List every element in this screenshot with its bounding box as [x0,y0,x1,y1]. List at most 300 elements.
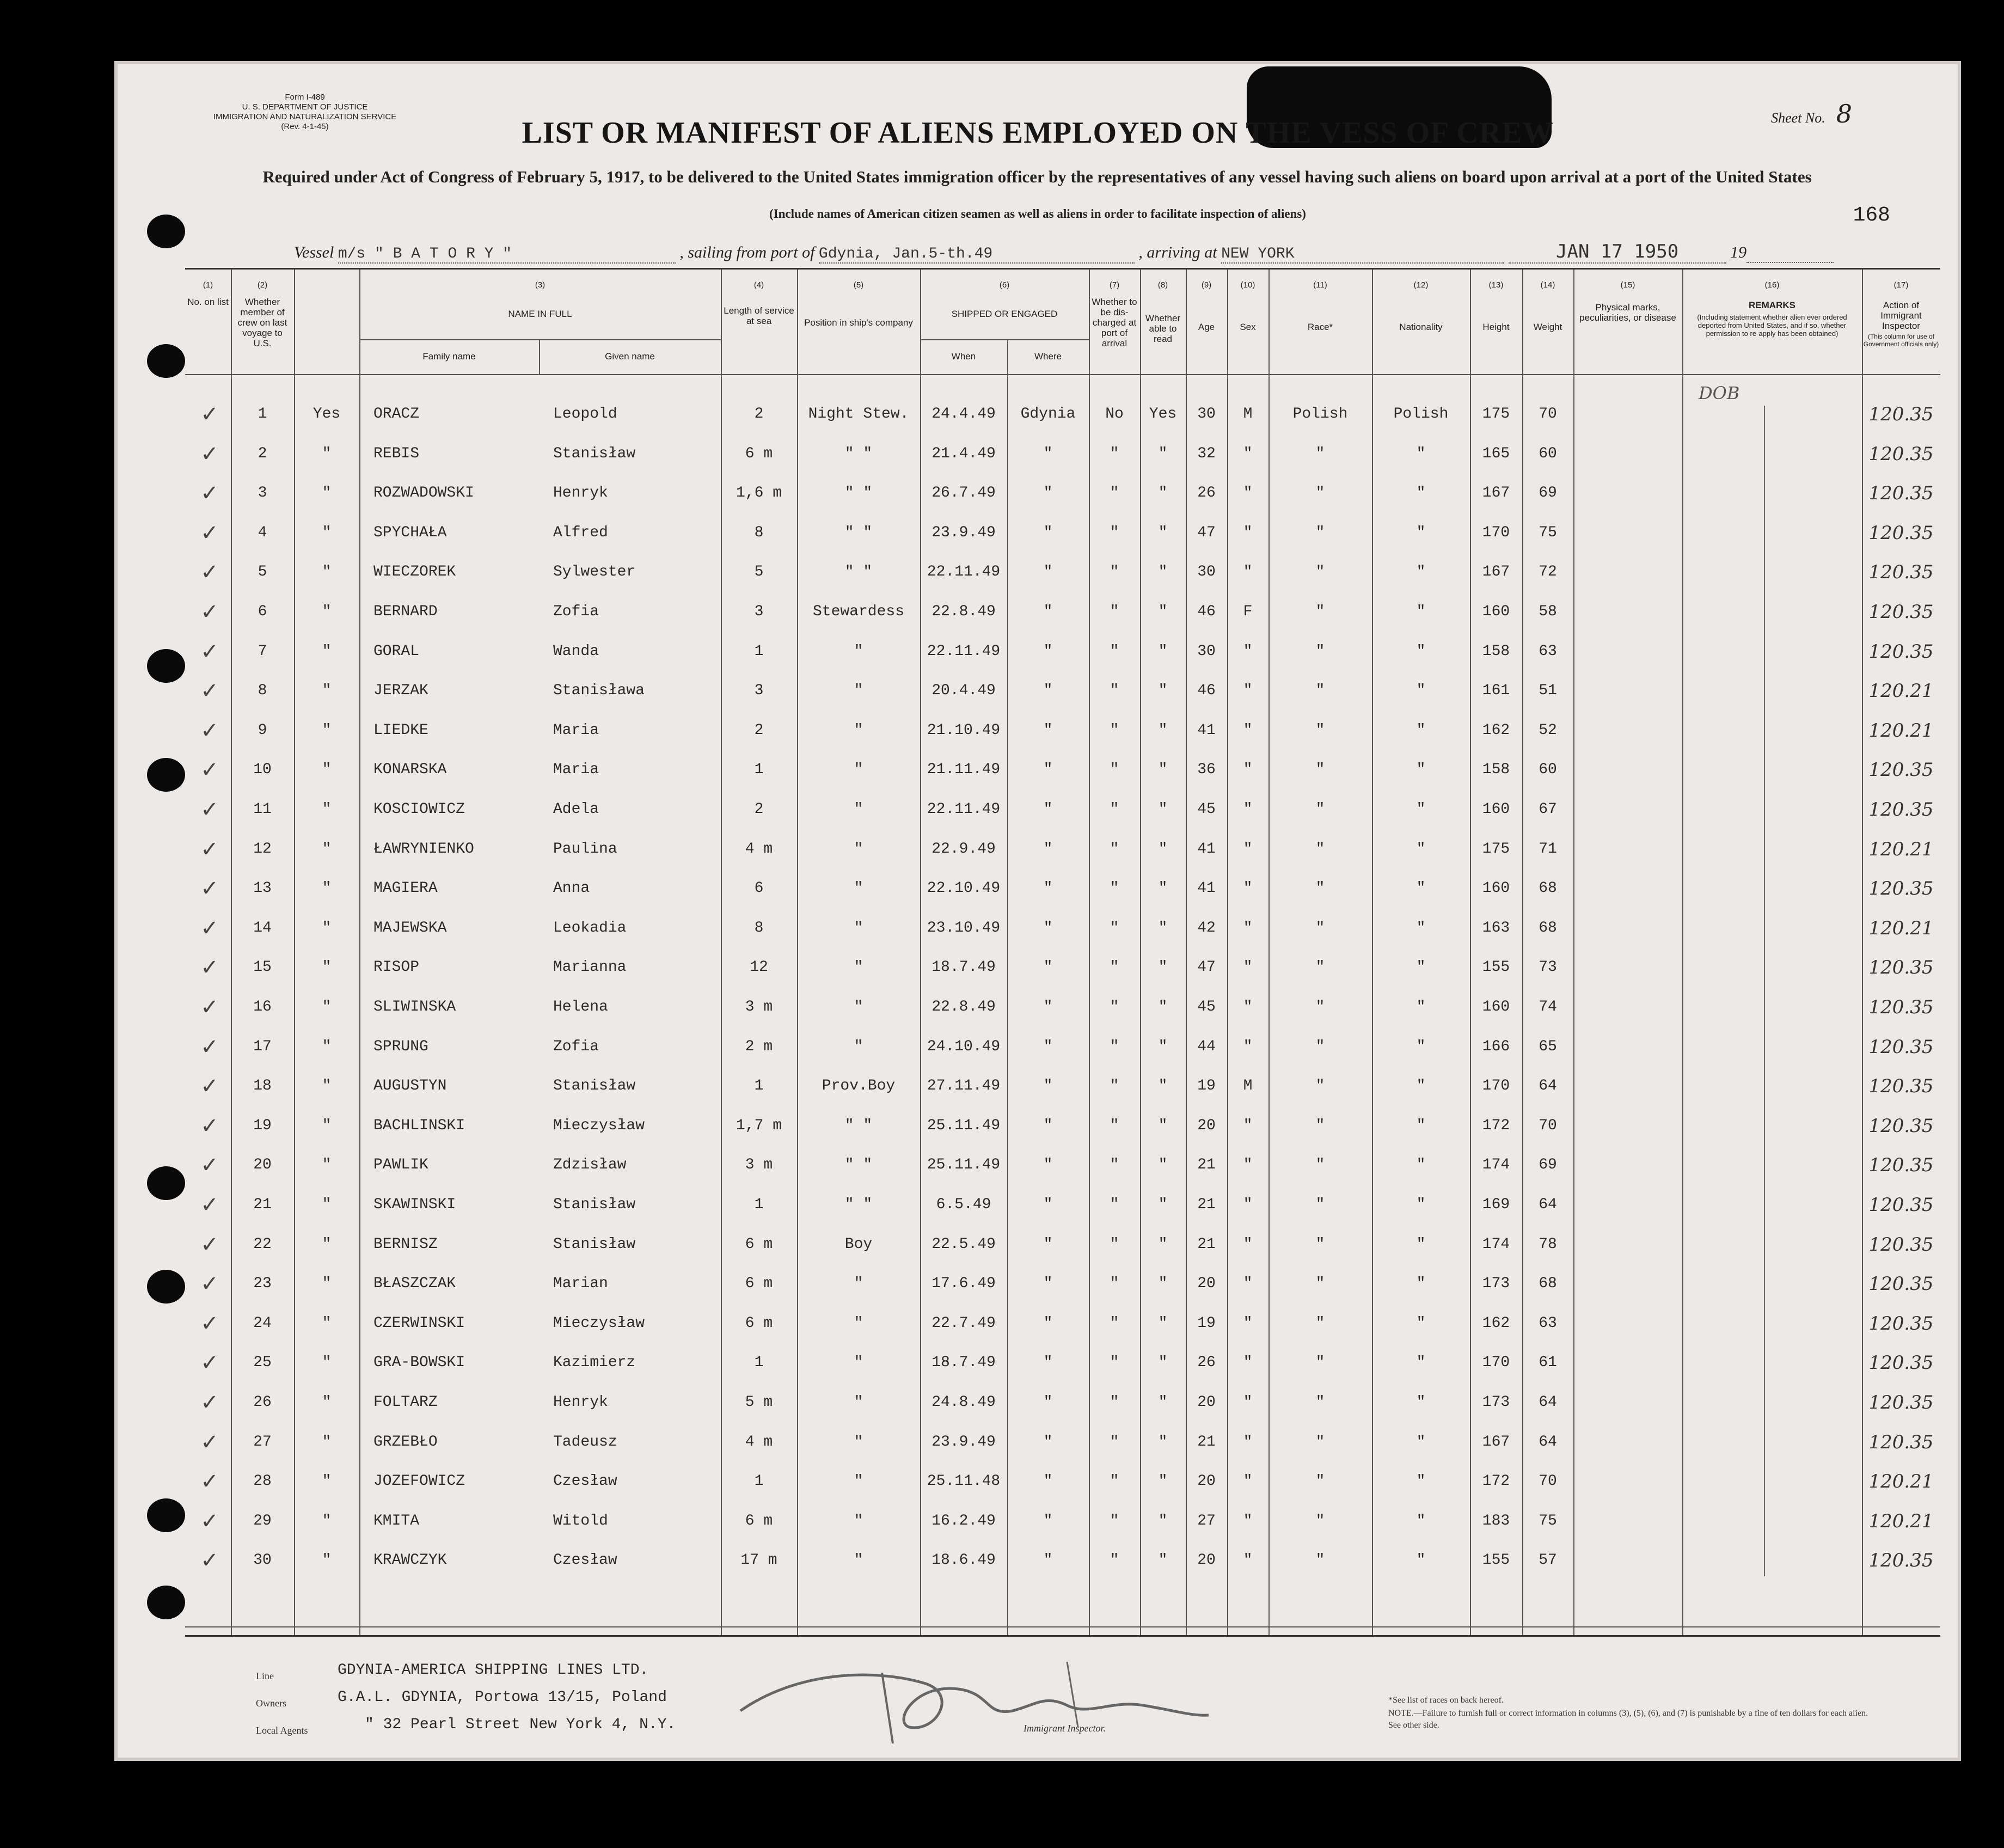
cell-where: " [1043,1275,1053,1293]
year-label: 19 [1730,243,1747,261]
cell-race: " [1315,524,1325,541]
check-mark-icon: ✓ [200,520,219,546]
cell-position: " [854,1038,863,1055]
col-10-label: Sex [1240,322,1256,332]
cell-no: 13 [253,880,272,897]
sheet-label: Sheet No. [1771,110,1825,126]
cell-where: " [1043,1512,1053,1529]
vessel-label: Vessel [294,243,334,261]
cell-no: 24 [253,1314,272,1332]
cell-crew: " [322,603,332,620]
col-6-number: (6) [999,280,1010,290]
cell-position: " [854,1275,863,1293]
cell-no: 3 [258,485,267,502]
cell-action: 120.35 [1868,1392,1934,1413]
cell-race: " [1315,919,1325,937]
header-subrule [359,339,721,340]
cell-read: " [1158,1314,1168,1332]
cell-read: " [1158,1235,1168,1253]
line-label: Line [256,1670,274,1681]
form-department: U. S. DEPARTMENT OF JUSTICE [242,102,368,112]
cell-crew: " [322,682,332,700]
cell-height: 175 [1482,840,1510,858]
cell-weight: 64 [1539,1078,1557,1095]
cell-given: Marian [553,1275,608,1293]
col-17-label: Action of Immigrant Inspector [1880,300,1922,331]
cell-position: Night Stew. [808,406,909,423]
check-mark-icon: ✓ [200,481,219,506]
cell-discharge: " [1110,999,1119,1015]
cell-family: SLIWINSKA [373,999,456,1015]
cell-when: 25.11.48 [927,1473,1001,1490]
cell-position: " [854,919,863,937]
punch-hole [147,649,185,683]
cell-given: Anna [553,880,590,897]
cell-action: 120.35 [1868,1550,1934,1572]
cell-when: 16.2.49 [931,1512,996,1529]
cell-weight: 60 [1539,445,1557,462]
table-row [185,988,1940,1027]
cell-age: 41 [1197,721,1216,739]
cell-nationality: " [1416,564,1426,581]
cell-crew: " [322,1394,332,1411]
table-row [185,553,1940,592]
cell-discharge: " [1110,801,1119,818]
cell-age: 41 [1197,880,1216,897]
col-3-family-name: Family name [422,351,476,362]
cell-crew: " [322,959,332,976]
arriving-label: , arriving at [1138,243,1217,261]
cell-no: 30 [253,1552,272,1569]
cell-race: " [1315,999,1325,1015]
cell-no: 6 [258,603,267,620]
check-mark-icon: ✓ [200,1508,219,1534]
cell-no: 2 [258,445,267,462]
cell-height: 155 [1482,959,1510,976]
cell-given: Marianna [553,959,627,976]
table-row [185,1502,1940,1541]
cell-when: 18.7.49 [931,1354,996,1372]
cell-sex: " [1243,524,1253,541]
cell-read: " [1158,1038,1168,1055]
cell-nationality: " [1416,485,1426,502]
cell-position: " [854,1354,863,1372]
check-mark-icon: ✓ [200,718,219,743]
cell-no: 16 [253,999,272,1015]
cell-sex: " [1243,999,1253,1015]
cell-height: 166 [1482,1038,1510,1055]
cell-position: " " [844,445,873,462]
cell-height: 174 [1482,1235,1510,1253]
cell-family: JOZEFOWICZ [373,1473,465,1490]
cell-sex: " [1243,564,1253,581]
cell-when: 22.8.49 [931,999,996,1015]
col-3-number: (3) [535,280,546,290]
cell-when: 26.7.49 [931,485,996,502]
col-3-label: NAME IN FULL [508,309,572,319]
table-row [185,1343,1940,1382]
cell-weight: 75 [1539,524,1557,541]
cell-height: 172 [1482,1117,1510,1134]
cell-crew: " [322,761,332,779]
cell-family: ŁAWRYNIENKO [373,840,474,858]
cell-read: " [1158,1156,1168,1174]
cell-sex: " [1243,485,1253,502]
cell-nationality: " [1416,1433,1426,1451]
cell-height: 155 [1482,1552,1510,1569]
cell-family: GRZEBŁO [373,1433,438,1451]
cell-sex: " [1243,1117,1253,1134]
cell-no: 25 [253,1354,272,1372]
cell-action: 120.35 [1868,640,1934,663]
cell-age: 20 [1197,1275,1216,1293]
cell-action: 120.21 [1868,1471,1934,1493]
cell-given: Kazimierz [553,1354,636,1372]
cell-discharge: " [1110,1275,1119,1293]
cell-weight: 73 [1539,959,1557,976]
cell-race: " [1315,1156,1325,1174]
cell-discharge: " [1110,445,1119,462]
cell-where: " [1043,1196,1053,1213]
cell-age: 21 [1197,1156,1216,1174]
cell-no: 21 [253,1196,272,1213]
cell-crew: " [322,999,332,1015]
col-4-label: Length of service at sea [724,305,794,326]
check-mark-icon: ✓ [200,797,219,822]
col-16-number: (16) [1764,280,1780,290]
cell-given: Adela [553,801,599,818]
cell-sex: " [1243,1394,1253,1411]
cell-discharge: " [1110,1038,1119,1055]
cell-age: 21 [1197,1433,1216,1451]
cell-where: " [1043,603,1053,620]
cell-family: SKAWINSKI [373,1196,456,1213]
col-11-number: (11) [1313,280,1327,290]
cell-position: " [854,1552,863,1569]
cell-when: 6.5.49 [936,1196,991,1213]
cell-where: " [1043,1156,1053,1174]
line-value: GDYNIA-AMERICA SHIPPING LINES LTD. [338,1662,649,1679]
cell-height: 169 [1482,1196,1510,1213]
col-6-when: When [951,351,976,362]
cell-race: " [1315,485,1325,502]
cell-weight: 70 [1539,1117,1557,1134]
cell-family: GORAL [373,642,420,660]
col-1-label: No. on list [187,297,229,307]
cell-sex: " [1243,1038,1253,1055]
check-mark-icon: ✓ [200,1153,219,1178]
cell-read: " [1158,445,1168,462]
cell-no: 9 [258,721,267,739]
cell-service: 3 [754,603,764,620]
check-mark-icon: ✓ [200,402,219,427]
cell-weight: 67 [1539,801,1557,818]
cell-where: " [1043,524,1053,541]
cell-read: " [1158,1473,1168,1490]
cell-crew: Yes [312,406,341,423]
cell-no: 17 [253,1038,272,1055]
cell-service: 8 [754,919,764,937]
cell-given: Czesław [553,1552,617,1569]
table-row [185,790,1940,829]
cell-family: GRA-BOWSKI [373,1354,465,1372]
cell-read: Yes [1149,406,1177,423]
cell-height: 160 [1482,880,1510,897]
col-8-label: Whether able to read [1145,313,1181,344]
cell-nationality: " [1416,1512,1426,1529]
cell-where: " [1043,1354,1053,1372]
sailing-value: Gdynia, Jan.5-th.49 [819,246,1135,264]
cell-where: " [1043,642,1053,660]
cell-race: " [1315,642,1325,660]
cell-family: ROZWADOWSKI [373,485,474,502]
cell-age: 41 [1197,840,1216,858]
cell-where: " [1043,1433,1053,1451]
cell-discharge: " [1110,682,1119,700]
cell-given: Stanisław [553,1196,636,1213]
col-14-number: (14) [1540,280,1555,290]
cell-service: 2 m [745,1038,773,1055]
col-7-number: (7) [1109,280,1120,290]
cell-discharge: " [1110,840,1119,858]
cell-position: " [854,1314,863,1332]
cell-nationality: " [1416,1275,1426,1293]
cell-weight: 64 [1539,1433,1557,1451]
cell-where: " [1043,1552,1053,1569]
cell-action: 120.35 [1868,1036,1934,1058]
cell-race: " [1315,1275,1325,1293]
cell-crew: " [322,1314,332,1332]
cell-read: " [1158,880,1168,897]
cell-where: " [1043,721,1053,739]
cell-sex: " [1243,919,1253,937]
check-mark-icon: ✓ [200,1034,219,1060]
table-row [185,395,1940,434]
cell-service: 8 [754,524,764,541]
cell-read: " [1158,485,1168,502]
cell-family: KONARSKA [373,761,447,779]
cell-crew: " [322,721,332,739]
cell-position: " [854,721,863,739]
cell-family: SPRUNG [373,1038,428,1055]
col-11-label: Race* [1307,322,1333,332]
cell-action: 120.21 [1868,1510,1934,1532]
cell-service: 5 m [745,1394,773,1411]
punch-hole [147,1498,185,1532]
cell-service: 1 [754,761,764,779]
check-mark-icon: ✓ [200,1232,219,1257]
cell-family: SPYCHAŁA [373,524,447,541]
cell-crew: " [322,1512,332,1529]
cell-crew: " [322,919,332,937]
owners-label: Owners [256,1698,286,1709]
table-row [185,948,1940,987]
sheet-value: 8 [1836,99,1852,128]
cell-age: 30 [1197,564,1216,581]
cell-crew: " [322,445,332,462]
cell-age: 20 [1197,1394,1216,1411]
cell-position: " [854,801,863,818]
check-mark-icon: ✓ [200,876,219,902]
cell-where: " [1043,840,1053,858]
cell-where: " [1043,1314,1053,1332]
cell-where: " [1043,880,1053,897]
cell-height: 165 [1482,445,1510,462]
cell-action: 120.35 [1868,1233,1934,1256]
cell-position: " [854,1433,863,1451]
cell-action: 120.35 [1868,799,1934,821]
check-mark-icon: ✓ [200,836,219,862]
cell-race: " [1315,1552,1325,1569]
cell-sex: " [1243,1235,1253,1253]
col-10-number: (10) [1240,280,1255,290]
cell-height: 173 [1482,1275,1510,1293]
cell-when: 22.8.49 [931,603,996,620]
cell-action: 120.21 [1868,719,1934,742]
cell-given: Paulina [553,840,617,858]
cell-nationality: " [1416,1473,1426,1490]
cell-no: 18 [253,1078,272,1095]
cell-nationality: " [1416,1552,1426,1569]
cell-crew: " [322,1235,332,1253]
cell-weight: 68 [1539,919,1557,937]
cell-position: " [854,761,863,779]
cell-where: " [1043,485,1053,502]
inspector-signature-icon [730,1651,1219,1749]
cell-discharge: " [1110,1473,1119,1490]
table-row [185,830,1940,869]
table-row [185,909,1940,948]
cell-nationality: Polish [1393,406,1449,423]
inspector-label: Immigrant Inspector. [1024,1723,1106,1734]
cell-service: 3 [754,682,764,700]
cell-nationality: " [1416,524,1426,541]
page-number: 168 [1853,204,1890,227]
cell-sex: " [1243,445,1253,462]
cell-race: " [1315,1078,1325,1095]
punch-hole [147,758,185,792]
cell-discharge: " [1110,1117,1119,1134]
cell-given: Sylwester [553,564,636,581]
cell-sex: " [1243,1512,1253,1529]
cell-given: Helena [553,999,608,1015]
check-mark-icon: ✓ [200,757,219,783]
cell-no: 12 [253,840,272,858]
cell-service: 3 m [745,999,773,1015]
cell-height: 170 [1482,524,1510,541]
cell-discharge: " [1110,1196,1119,1213]
cell-race: " [1315,761,1325,779]
cell-no: 27 [253,1433,272,1451]
crew-table [185,268,1940,1637]
cell-read: " [1158,761,1168,779]
cell-service: 1 [754,1473,764,1490]
cell-action: 120.35 [1868,1154,1934,1177]
cell-nationality: " [1416,959,1426,976]
form-revision: (Rev. 4-1-45) [281,122,329,131]
owners-value: G.A.L. GDYNIA, Portowa 13/15, Poland [338,1689,667,1706]
check-mark-icon: ✓ [200,915,219,941]
check-mark-icon: ✓ [200,1429,219,1455]
cell-nationality: " [1416,880,1426,897]
cell-read: " [1158,801,1168,818]
cell-given: Czesław [553,1473,617,1490]
cell-read: " [1158,1196,1168,1213]
cell-family: LIEDKE [373,721,428,739]
cell-nationality: " [1416,721,1426,739]
col-17-number: (17) [1893,280,1909,290]
cell-height: 162 [1482,721,1510,739]
cell-discharge: " [1110,1433,1119,1451]
cell-when: 24.4.49 [931,406,996,423]
cell-given: Maria [553,721,599,739]
punch-hole [147,344,185,378]
page-subtitle: Required under Act of Congress of February 5, 1917, to be delivered to the United States immigration officer by the representatives of any vessel having such aliens on board upon arrival at a port of the United States [262,167,1812,186]
cell-read: " [1158,999,1168,1015]
punch-hole [147,1270,185,1304]
cell-race: " [1315,801,1325,818]
cell-family: KMITA [373,1512,420,1529]
cell-when: 21.10.49 [927,721,1001,739]
cell-weight: 71 [1539,840,1557,858]
cell-discharge: " [1110,1354,1119,1372]
cell-age: 36 [1197,761,1216,779]
cell-read: " [1158,1512,1168,1529]
cell-crew: " [322,1473,332,1490]
cell-service: 6 m [745,445,773,462]
agents-value: " 32 Pearl Street New York 4, N.Y. [365,1716,676,1733]
cell-age: 44 [1197,1038,1216,1055]
cell-service: 6 m [745,1235,773,1253]
cell-race: " [1315,1235,1325,1253]
col-16-note: (Including statement whether alien ever ordered deported from United States, and if so, whether permission to re-apply has been obtained) [1697,313,1847,338]
cell-when: 22.11.49 [927,642,1001,660]
cell-nationality: " [1416,1117,1426,1134]
table-row [185,632,1940,671]
cell-age: 45 [1197,801,1216,818]
cell-weight: 69 [1539,1156,1557,1174]
cell-weight: 51 [1539,682,1557,700]
cell-no: 5 [258,564,267,581]
cell-action: 120.35 [1868,1352,1934,1374]
cell-given: Leokadia [553,919,627,937]
cell-height: 163 [1482,919,1510,937]
cell-given: Stanisław [553,1078,636,1095]
cell-read: " [1158,721,1168,739]
cell-race: " [1315,1196,1325,1213]
col-5-label: Position in ship's company [804,317,913,328]
cell-action: 120.35 [1868,522,1934,544]
cell-family: AUGUSTYN [373,1078,447,1095]
col-4-number: (4) [753,280,764,290]
cell-service: 1,7 m [736,1117,782,1134]
col-17-note: (This column for use of Government officials only) [1863,333,1939,348]
cell-nationality: " [1416,801,1426,818]
cell-race: " [1315,1354,1325,1372]
cell-service: 2 [754,721,764,739]
cell-when: 22.10.49 [927,880,1001,897]
cell-family: JERZAK [373,682,428,700]
sailing-label: , sailing from port of [679,243,815,261]
cell-discharge: " [1110,721,1119,739]
cell-weight: 70 [1539,1473,1557,1490]
table-row [185,1423,1940,1462]
col-2-number: (2) [257,280,268,290]
cell-sex: " [1243,682,1253,700]
table-row [185,1225,1940,1264]
table-row [185,1185,1940,1225]
cell-crew: " [322,1196,332,1213]
